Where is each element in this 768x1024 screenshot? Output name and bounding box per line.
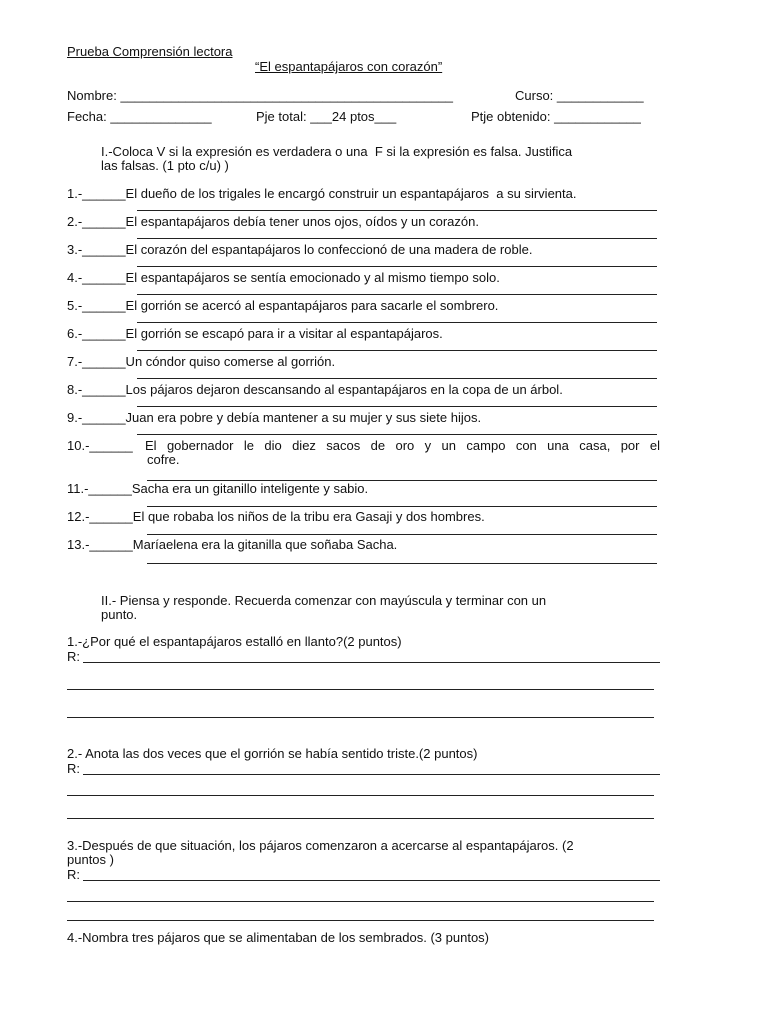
justify-line-2 — [137, 238, 657, 239]
justify-line-1 — [137, 210, 657, 211]
answer-3-line-1 — [83, 880, 660, 881]
story-title: “El espantapájaros con corazón” — [255, 59, 443, 74]
justify-line-13 — [147, 563, 657, 564]
question-3-line2: puntos ) — [67, 852, 114, 867]
justify-line-8 — [137, 406, 657, 407]
justify-line-3 — [137, 266, 657, 267]
tf-item-4: 4.-______El espantapájaros se sentía emocionado y al mismo tiempo solo. — [67, 270, 500, 285]
nombre-field: Nombre: ______________________________________________ — [67, 88, 454, 103]
pje-total-field: Pje total: ___24 ptos___ — [256, 109, 397, 124]
answer-2-line-2 — [67, 795, 654, 796]
justify-line-6 — [137, 350, 657, 351]
justify-line-9 — [137, 434, 657, 435]
answer-2-label: R: — [67, 761, 80, 776]
tf-item-7: 7.-______Un cóndor quiso comerse al gorrión. — [67, 354, 336, 369]
tf-item-12: 12.-______El que robaba los niños de la tribu era Gasaji y dos hombres. — [67, 509, 485, 524]
tf-item-9: 9.-______Juan era pobre y debía mantener a su mujer y sus siete hijos. — [67, 410, 482, 425]
answer-3-label: R: — [67, 867, 80, 882]
answer-3-line-3 — [67, 920, 654, 921]
tf-item-1: 1.-______El dueño de los trigales le encargó construir un espantapájaros a su sirvienta. — [67, 186, 577, 201]
answer-3-line-2 — [67, 901, 654, 902]
question-1: 1.-¿Por qué el espantapájaros estalló en llanto?(2 puntos) — [67, 634, 402, 649]
section2-instruction-line2: punto. — [101, 607, 138, 622]
justify-line-5 — [137, 322, 657, 323]
justify-line-11 — [147, 506, 657, 507]
tf-item-8: 8.-______Los pájaros dejaron descansando al espantapájaros en la copa de un árbol. — [67, 382, 563, 397]
tf-item-5: 5.-______El gorrión se acercó al espantapájaros para sacarle el sombrero. — [67, 298, 499, 313]
tf-item-2: 2.-______El espantapájaros debía tener unos ojos, oídos y un corazón. — [67, 214, 479, 229]
answer-1-line-3 — [67, 717, 654, 718]
tf-item-3: 3.-______El corazón del espantapájaros lo confeccionó de una madera de roble. — [67, 242, 533, 257]
ptje-obtenido-field: Ptje obtenido: ____________ — [471, 109, 641, 124]
section1-instruction-line1: I.-Coloca V si la expresión es verdadera o una F si la expresión es falsa. Justifica — [101, 144, 573, 159]
tf-item-6: 6.-______El gorrión se escapó para ir a visitar al espantapájaros. — [67, 326, 443, 341]
justify-line-7 — [137, 378, 657, 379]
tf-item-13: 13.-______Maríaelena era la gitanilla que soñaba Sacha. — [67, 537, 398, 552]
answer-1-label: R: — [67, 649, 80, 664]
answer-2-line-1 — [83, 774, 660, 775]
answer-1-line-1 — [83, 662, 660, 663]
answer-1-line-2 — [67, 689, 654, 690]
question-2: 2.- Anota las dos veces que el gorrión se había sentido triste.(2 puntos) — [67, 746, 478, 761]
question-4: 4.-Nombra tres pájaros que se alimentaban de los sembrados. (3 puntos) — [67, 930, 489, 945]
justify-line-12 — [147, 534, 657, 535]
section2-instruction-line1: II.- Piensa y responde. Recuerda comenzar con mayúscula y terminar con un — [101, 593, 547, 608]
curso-field: Curso: ____________ — [515, 88, 644, 103]
tf-item-10-number: 10.-______ — [67, 438, 133, 453]
tf-item-10-text: El gobernador le dio diez sacos de oro y un campo con una casa, por el — [145, 438, 660, 453]
tf-item-10-text-cont: cofre. — [147, 452, 180, 467]
test-title: Prueba Comprensión lectora — [67, 44, 233, 59]
tf-item-11: 11.-______Sacha era un gitanillo inteligente y sabio. — [67, 481, 369, 496]
section1-instruction-line2: las falsas. (1 pto c/u) ) — [101, 158, 229, 173]
question-3-line1: 3.-Después de que situación, los pájaros comenzaron a acercarse al espantapájaros. (2 — [67, 838, 574, 853]
fecha-field: Fecha: ______________ — [67, 109, 212, 124]
justify-line-4 — [137, 294, 657, 295]
answer-2-line-3 — [67, 818, 654, 819]
